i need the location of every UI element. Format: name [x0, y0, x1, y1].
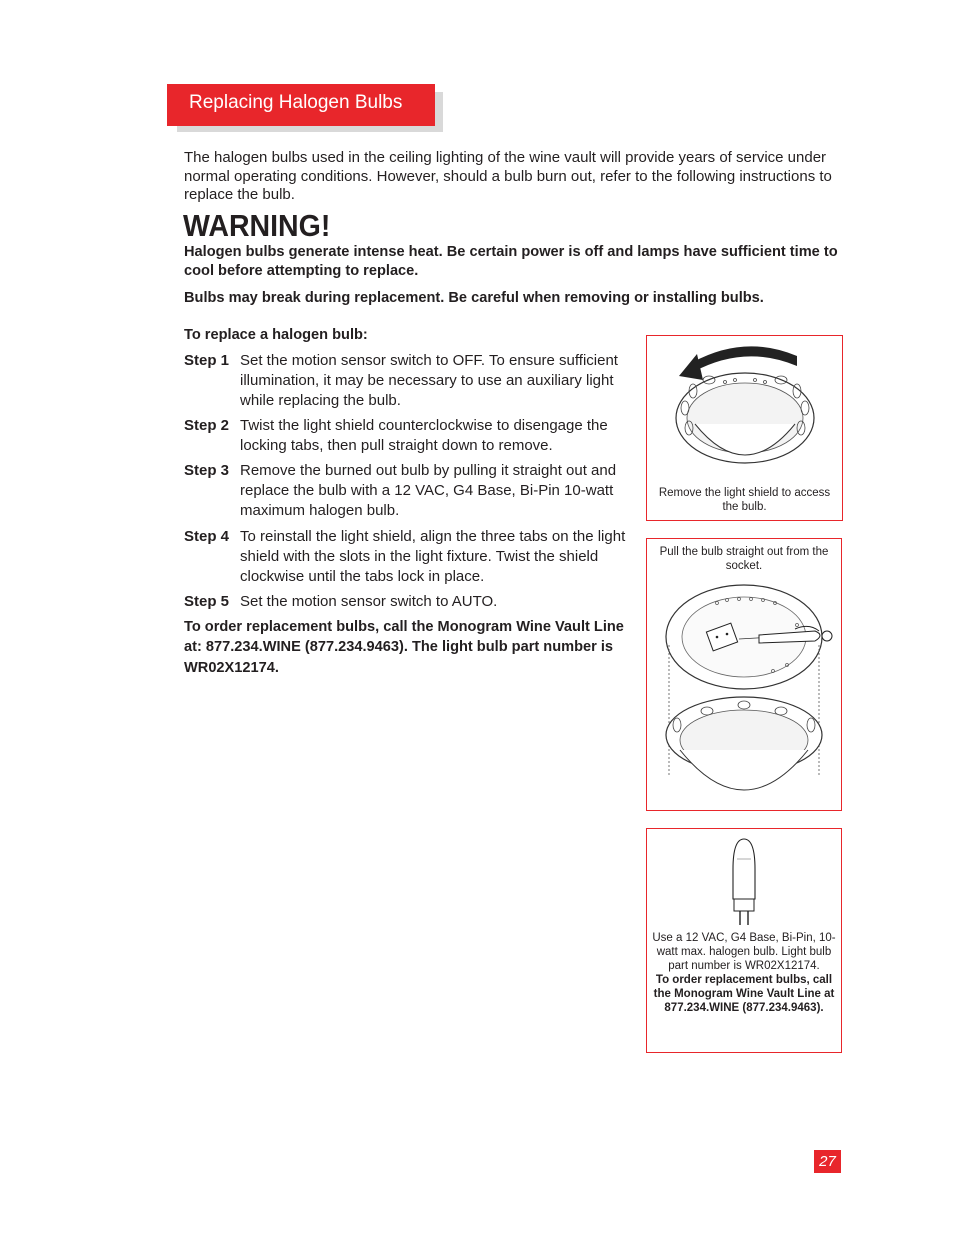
figure-caption: Pull the bulb straight out from the socket.: [659, 546, 829, 572]
halogen-bulb-illustration: [647, 829, 841, 929]
step-text: Set the motion sensor switch to OFF. To ensure sufficient illumination, it may be necessary to use an auxiliary light while replacing the bulb.: [240, 352, 618, 409]
figure-remove-shield: [646, 335, 843, 521]
step-label: Step 1: [184, 352, 230, 369]
header-bar: [167, 84, 435, 126]
light-shield-illustration: [647, 336, 842, 486]
fingertip-icon: [822, 631, 832, 641]
intro-paragraph: The halogen bulbs used in the ceiling lighting of the wine vault will provide years of service under normal operating conditions. However, should a bulb burn out, refer to the following instructions to replace the bulb.: [184, 149, 832, 204]
step-5: [184, 592, 634, 612]
warning-title: WARNING!: [183, 208, 331, 243]
section-header: [167, 84, 443, 132]
figure-bulb-spec: [646, 828, 842, 1053]
warning-break: Bulbs may break during replacement. Be careful when removing or installing bulbs.: [184, 290, 764, 306]
step-text: Twist the light shield counterclockwise to disengage the locking tabs, then pull straight down to remove.: [240, 417, 608, 454]
step-text: To reinstall the light shield, align the three tabs on the light shield with the slots in the light fixture. Twist the shield clockwise until the tabs lock in place.: [240, 528, 626, 585]
fixture-exploded-illustration: [647, 575, 841, 815]
bulb-order-text: To order replacement bulbs, call the Monogram Wine Vault Line at 877.234.WINE (877.234.9463).: [653, 974, 835, 1014]
page-number: 27: [814, 1150, 841, 1173]
step-label: Step 4: [184, 528, 230, 545]
figure-caption: Remove the light shield to access the bulb.: [658, 487, 831, 513]
step-4: [184, 527, 634, 587]
warning-heat: Halogen bulbs generate intense heat. Be certain power is off and lamps have sufficient time to cool before attempting to replace.: [184, 244, 838, 279]
step-text: Set the motion sensor switch to AUTO.: [240, 593, 498, 610]
figure-caption: [651, 931, 837, 1015]
step-label: Step 3: [184, 462, 230, 479]
bulb-spec-text: Use a 12 VAC, G4 Base, Bi-Pin, 10-watt max. halogen bulb. Light bulb part number is WR02X12174.: [652, 932, 836, 972]
step-label: Step 5: [184, 593, 230, 610]
step-text: Remove the burned out bulb by pulling it straight out and replace the bulb with a 12 VAC, G4 Base, Bi-Pin 10-watt maximum halogen bulb.: [240, 462, 617, 519]
figure-pull-bulb: [646, 538, 842, 811]
step-3: [184, 461, 634, 521]
arrow-ccw-icon: [693, 346, 797, 372]
section-title: Replacing Halogen Bulbs: [189, 92, 403, 113]
step-2: [184, 416, 634, 456]
step-label: Step 2: [184, 417, 230, 434]
procedure-title: To replace a halogen bulb:: [184, 327, 368, 343]
order-note: To order replacement bulbs, call the Monogram Wine Vault Line at: 877.234.WINE (877.234.9463). The light bulb part number is WR02X12174.: [184, 619, 624, 676]
step-1: [184, 351, 634, 411]
